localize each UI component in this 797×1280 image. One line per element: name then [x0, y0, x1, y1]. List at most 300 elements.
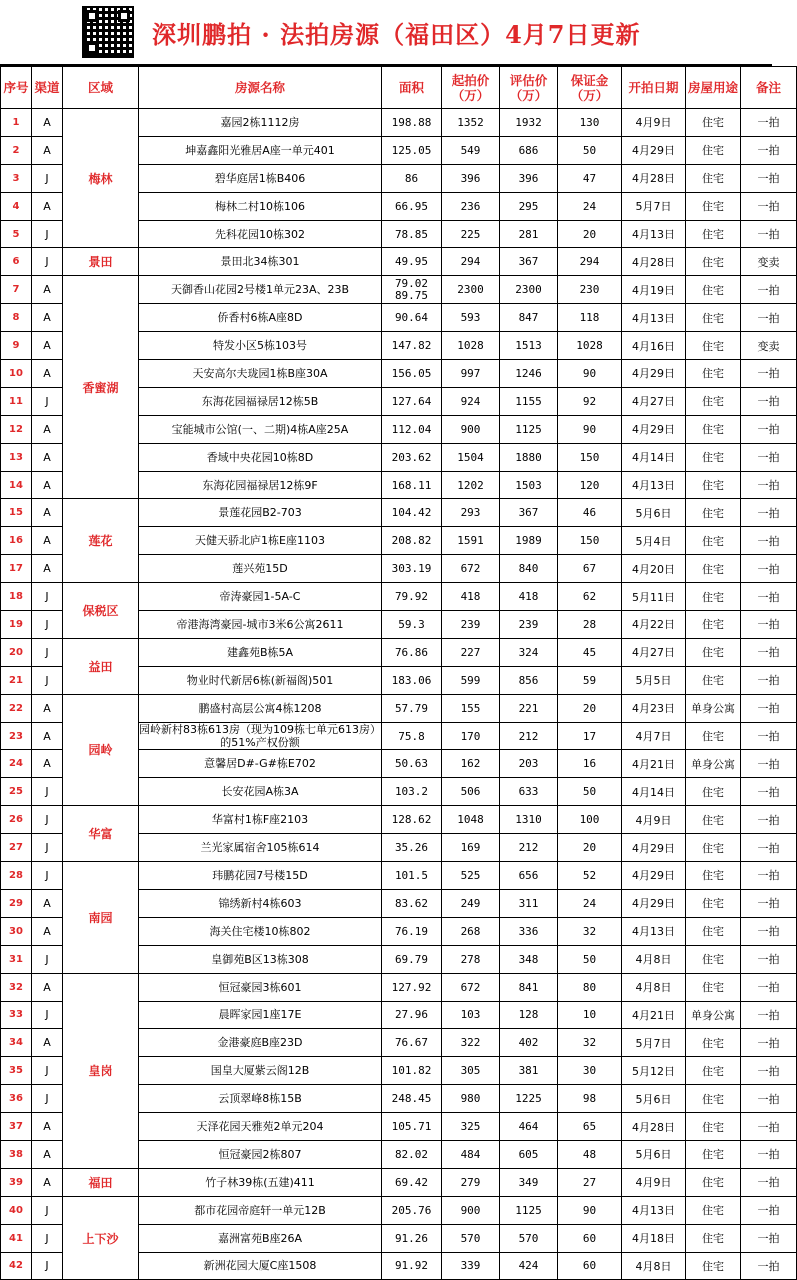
table-row — [1, 499, 797, 527]
row-size: 82.02 — [382, 1140, 442, 1168]
row-auction-date: 4月29日 — [622, 136, 686, 164]
row-size: 66.95 — [382, 192, 442, 220]
row-deposit: 60 — [558, 1252, 622, 1280]
row-note: 一拍 — [741, 555, 797, 583]
row-size: 69.42 — [382, 1168, 442, 1196]
row-start-price: 1202 — [442, 471, 500, 499]
row-size: 183.06 — [382, 666, 442, 694]
row-usage: 住宅 — [686, 555, 741, 583]
row-appraised-price: 1155 — [500, 387, 558, 415]
row-size: 128.62 — [382, 806, 442, 834]
row-size: 90.64 — [382, 304, 442, 332]
row-start-price: 225 — [442, 220, 500, 248]
row-start-price: 570 — [442, 1224, 500, 1252]
row-channel: J — [32, 583, 63, 611]
row-size: 156.05 — [382, 360, 442, 388]
row-usage: 单身公寓 — [686, 1001, 741, 1029]
row-size: 79.02 89.75 — [382, 276, 442, 304]
row-start-price: 672 — [442, 555, 500, 583]
row-start-price: 279 — [442, 1168, 500, 1196]
row-note: 一拍 — [741, 471, 797, 499]
row-usage: 住宅 — [686, 387, 741, 415]
row-note: 一拍 — [741, 1001, 797, 1029]
row-area: 莲花 — [63, 499, 139, 583]
row-note: 一拍 — [741, 750, 797, 778]
row-note: 一拍 — [741, 415, 797, 443]
row-usage: 住宅 — [686, 917, 741, 945]
row-start-price: 227 — [442, 638, 500, 666]
row-deposit: 32 — [558, 1029, 622, 1057]
row-index: 20 — [1, 638, 32, 666]
row-property-name: 锦绣新村4栋603 — [139, 889, 382, 917]
row-property-name: 海关住宅楼10栋802 — [139, 917, 382, 945]
row-appraised-price: 212 — [500, 834, 558, 862]
row-start-price: 293 — [442, 499, 500, 527]
row-auction-date: 4月20日 — [622, 555, 686, 583]
row-size: 101.5 — [382, 862, 442, 890]
table-row — [1, 109, 797, 137]
row-property-name: 宝能城市公馆(一、二期)4栋A座25A — [139, 415, 382, 443]
row-auction-date: 4月28日 — [622, 164, 686, 192]
row-appraised-price: 656 — [500, 862, 558, 890]
row-channel: J — [32, 862, 63, 890]
row-auction-date: 4月7日 — [622, 722, 686, 750]
row-deposit: 90 — [558, 415, 622, 443]
row-usage: 住宅 — [686, 1085, 741, 1113]
row-index: 9 — [1, 332, 32, 360]
row-start-price: 672 — [442, 973, 500, 1001]
row-channel: J — [32, 1085, 63, 1113]
row-index: 14 — [1, 471, 32, 499]
row-auction-date: 4月13日 — [622, 220, 686, 248]
row-start-price: 980 — [442, 1085, 500, 1113]
row-auction-date: 5月6日 — [622, 1085, 686, 1113]
row-size: 86 — [382, 164, 442, 192]
row-usage: 住宅 — [686, 889, 741, 917]
row-size: 76.67 — [382, 1029, 442, 1057]
row-channel: J — [32, 778, 63, 806]
row-auction-date: 5月7日 — [622, 192, 686, 220]
row-usage: 住宅 — [686, 666, 741, 694]
row-start-price: 396 — [442, 164, 500, 192]
row-size: 104.42 — [382, 499, 442, 527]
row-property-name: 恒冠豪园3栋601 — [139, 973, 382, 1001]
row-start-price: 525 — [442, 862, 500, 890]
row-note: 一拍 — [741, 1224, 797, 1252]
row-start-price: 1352 — [442, 109, 500, 137]
row-deposit: 24 — [558, 192, 622, 220]
row-note: 一拍 — [741, 220, 797, 248]
row-size: 76.86 — [382, 638, 442, 666]
row-usage: 住宅 — [686, 276, 741, 304]
row-index: 30 — [1, 917, 32, 945]
row-appraised-price: 1310 — [500, 806, 558, 834]
row-appraised-price: 1125 — [500, 415, 558, 443]
row-usage: 住宅 — [686, 443, 741, 471]
row-start-price: 1028 — [442, 332, 500, 360]
row-index: 10 — [1, 360, 32, 388]
row-size: 125.05 — [382, 136, 442, 164]
row-appraised-price: 295 — [500, 192, 558, 220]
row-property-name: 园岭新村83栋613房（现为109栋七单元613房）的51%产权份额 — [139, 723, 381, 750]
row-appraised-price: 686 — [500, 136, 558, 164]
row-note: 一拍 — [741, 109, 797, 137]
row-property-name: 长安花园A栋3A — [139, 778, 382, 806]
row-start-price: 162 — [442, 750, 500, 778]
row-auction-date: 4月16日 — [622, 332, 686, 360]
row-start-price: 484 — [442, 1140, 500, 1168]
row-property-name: 云顶翠峰8栋15B — [139, 1085, 382, 1113]
row-appraised-price: 396 — [500, 164, 558, 192]
row-area: 华富 — [63, 806, 139, 862]
row-channel: A — [32, 527, 63, 555]
row-area: 益田 — [63, 638, 139, 694]
row-usage: 住宅 — [686, 806, 741, 834]
row-property-name: 先科花园10栋302 — [139, 220, 382, 248]
row-index: 19 — [1, 611, 32, 639]
row-note: 一拍 — [741, 304, 797, 332]
row-index: 5 — [1, 220, 32, 248]
row-channel: A — [32, 415, 63, 443]
row-appraised-price: 1125 — [500, 1196, 558, 1224]
row-appraised-price: 348 — [500, 945, 558, 973]
row-index: 2 — [1, 136, 32, 164]
row-appraised-price: 349 — [500, 1168, 558, 1196]
row-start-price: 924 — [442, 387, 500, 415]
row-property-name: 帝港海湾豪园-城市3米6公寓2611 — [139, 611, 382, 639]
header-channel: 渠道 — [32, 67, 63, 109]
row-auction-date: 4月8日 — [622, 973, 686, 1001]
row-auction-date: 4月21日 — [622, 750, 686, 778]
row-auction-date: 4月29日 — [622, 834, 686, 862]
table-row — [1, 1168, 797, 1196]
row-index: 4 — [1, 192, 32, 220]
header-index: 序号 — [1, 67, 32, 109]
row-index: 41 — [1, 1224, 32, 1252]
row-auction-date: 4月23日 — [622, 694, 686, 722]
row-deposit: 17 — [558, 722, 622, 750]
row-start-price: 169 — [442, 834, 500, 862]
row-channel: J — [32, 1001, 63, 1029]
row-index: 32 — [1, 973, 32, 1001]
row-start-price: 2300 — [442, 276, 500, 304]
row-note: 一拍 — [741, 1196, 797, 1224]
row-usage: 住宅 — [686, 583, 741, 611]
row-deposit: 48 — [558, 1140, 622, 1168]
row-start-price: 294 — [442, 248, 500, 276]
row-index: 29 — [1, 889, 32, 917]
row-note: 一拍 — [741, 638, 797, 666]
row-appraised-price: 1503 — [500, 471, 558, 499]
row-appraised-price: 203 — [500, 750, 558, 778]
row-index: 1 — [1, 109, 32, 137]
row-area: 园岭 — [63, 694, 139, 806]
row-note: 一拍 — [741, 973, 797, 1001]
row-index: 28 — [1, 862, 32, 890]
row-appraised-price: 311 — [500, 889, 558, 917]
row-property-name: 华富村1栋F座2103 — [139, 806, 382, 834]
row-index: 22 — [1, 694, 32, 722]
row-size: 76.19 — [382, 917, 442, 945]
row-start-price: 997 — [442, 360, 500, 388]
row-channel: J — [32, 806, 63, 834]
row-deposit: 50 — [558, 945, 622, 973]
table-row — [1, 638, 797, 666]
row-usage: 住宅 — [686, 527, 741, 555]
row-index: 23 — [1, 722, 32, 750]
qr-code-icon — [82, 6, 134, 58]
table-row — [1, 973, 797, 1001]
row-size: 35.26 — [382, 834, 442, 862]
row-index: 38 — [1, 1140, 32, 1168]
row-note: 一拍 — [741, 136, 797, 164]
row-start-price: 1591 — [442, 527, 500, 555]
row-auction-date: 4月9日 — [622, 806, 686, 834]
row-auction-date: 4月27日 — [622, 638, 686, 666]
row-start-price: 249 — [442, 889, 500, 917]
row-auction-date: 4月28日 — [622, 248, 686, 276]
row-appraised-price: 841 — [500, 973, 558, 1001]
row-deposit: 1028 — [558, 332, 622, 360]
row-index: 27 — [1, 834, 32, 862]
row-note: 一拍 — [741, 1029, 797, 1057]
row-deposit: 67 — [558, 555, 622, 583]
row-property-name: 天安高尔夫珑园1栋B座30A — [139, 360, 382, 388]
row-property-name: 景莲花园B2-703 — [139, 499, 382, 527]
row-appraised-price: 1880 — [500, 443, 558, 471]
row-channel: A — [32, 332, 63, 360]
row-index: 39 — [1, 1168, 32, 1196]
row-usage: 住宅 — [686, 136, 741, 164]
row-usage: 住宅 — [686, 192, 741, 220]
row-auction-date: 4月13日 — [622, 1196, 686, 1224]
row-index: 3 — [1, 164, 32, 192]
row-note: 一拍 — [741, 443, 797, 471]
row-appraised-price: 2300 — [500, 276, 558, 304]
row-appraised-price: 605 — [500, 1140, 558, 1168]
row-channel: J — [32, 164, 63, 192]
row-channel: A — [32, 360, 63, 388]
row-usage: 住宅 — [686, 1252, 741, 1280]
row-index: 13 — [1, 443, 32, 471]
row-size: 78.85 — [382, 220, 442, 248]
row-usage: 住宅 — [686, 1029, 741, 1057]
row-channel: J — [32, 387, 63, 415]
row-usage: 住宅 — [686, 722, 741, 750]
row-appraised-price: 336 — [500, 917, 558, 945]
row-start-price: 506 — [442, 778, 500, 806]
row-note: 一拍 — [741, 192, 797, 220]
row-deposit: 150 — [558, 527, 622, 555]
row-area: 福田 — [63, 1168, 139, 1196]
row-usage: 住宅 — [686, 862, 741, 890]
row-size: 27.96 — [382, 1001, 442, 1029]
row-note: 变卖 — [741, 332, 797, 360]
row-note: 一拍 — [741, 1140, 797, 1168]
row-note: 一拍 — [741, 1168, 797, 1196]
row-note: 变卖 — [741, 248, 797, 276]
row-deposit: 32 — [558, 917, 622, 945]
row-deposit: 60 — [558, 1224, 622, 1252]
row-note: 一拍 — [741, 722, 797, 750]
row-channel: A — [32, 889, 63, 917]
row-auction-date: 5月5日 — [622, 666, 686, 694]
row-start-price: 305 — [442, 1057, 500, 1085]
row-channel: J — [32, 611, 63, 639]
header-appraised-price: 评估价（万） — [500, 67, 558, 109]
row-property-name: 特发小区5栋103号 — [139, 332, 382, 360]
row-channel: J — [32, 1057, 63, 1085]
row-note: 一拍 — [741, 387, 797, 415]
row-appraised-price: 1989 — [500, 527, 558, 555]
row-auction-date: 4月14日 — [622, 778, 686, 806]
row-start-price: 599 — [442, 666, 500, 694]
row-auction-date: 4月29日 — [622, 415, 686, 443]
row-size: 203.62 — [382, 443, 442, 471]
row-index: 40 — [1, 1196, 32, 1224]
row-start-price: 339 — [442, 1252, 500, 1280]
row-deposit: 30 — [558, 1057, 622, 1085]
row-index: 25 — [1, 778, 32, 806]
row-channel: A — [32, 1113, 63, 1141]
row-size: 303.19 — [382, 555, 442, 583]
row-deposit: 27 — [558, 1168, 622, 1196]
row-auction-date: 4月9日 — [622, 109, 686, 137]
row-usage: 住宅 — [686, 499, 741, 527]
row-usage: 住宅 — [686, 471, 741, 499]
row-deposit: 50 — [558, 136, 622, 164]
row-property-name: 兰光家属宿舍105栋614 — [139, 834, 382, 862]
row-index: 35 — [1, 1057, 32, 1085]
row-auction-date: 4月13日 — [622, 304, 686, 332]
row-note: 一拍 — [741, 889, 797, 917]
row-size: 75.8 — [382, 722, 442, 750]
row-start-price: 549 — [442, 136, 500, 164]
row-property-name: 国皇大厦紫云阁12B — [139, 1057, 382, 1085]
table-row — [1, 276, 797, 304]
row-appraised-price: 464 — [500, 1113, 558, 1141]
row-index: 34 — [1, 1029, 32, 1057]
row-index: 6 — [1, 248, 32, 276]
row-property-name: 香域中央花园10栋8D — [139, 443, 382, 471]
row-deposit: 24 — [558, 889, 622, 917]
row-channel: A — [32, 973, 63, 1001]
row-note: 一拍 — [741, 1057, 797, 1085]
row-deposit: 10 — [558, 1001, 622, 1029]
row-size: 198.88 — [382, 109, 442, 137]
row-auction-date: 5月7日 — [622, 1029, 686, 1057]
row-usage: 住宅 — [686, 1140, 741, 1168]
row-area: 皇岗 — [63, 973, 139, 1168]
row-property-name: 晨晖家园1座17E — [139, 1001, 382, 1029]
page-header — [0, 0, 772, 66]
row-property-name: 都市花园帝庭轩一单元12B — [139, 1196, 382, 1224]
row-start-price: 239 — [442, 611, 500, 639]
row-usage: 住宅 — [686, 611, 741, 639]
row-note: 一拍 — [741, 1113, 797, 1141]
row-channel: J — [32, 220, 63, 248]
row-channel: A — [32, 471, 63, 499]
row-index: 8 — [1, 304, 32, 332]
row-usage: 住宅 — [686, 638, 741, 666]
row-property-name: 东海花园福禄居12栋9F — [139, 471, 382, 499]
row-auction-date: 5月6日 — [622, 499, 686, 527]
row-index: 11 — [1, 387, 32, 415]
row-size: 112.04 — [382, 415, 442, 443]
row-property-name: 玮鹏花园7号楼15D — [139, 862, 382, 890]
row-size: 103.2 — [382, 778, 442, 806]
row-size: 50.63 — [382, 750, 442, 778]
row-deposit: 80 — [558, 973, 622, 1001]
row-note: 一拍 — [741, 666, 797, 694]
row-deposit: 45 — [558, 638, 622, 666]
row-area: 香蜜湖 — [63, 276, 139, 499]
row-property-name: 新洲花园大厦C座1508 — [139, 1252, 382, 1280]
row-deposit: 20 — [558, 694, 622, 722]
row-index: 17 — [1, 555, 32, 583]
row-note: 一拍 — [741, 806, 797, 834]
row-size: 79.92 — [382, 583, 442, 611]
row-start-price: 268 — [442, 917, 500, 945]
row-size: 248.45 — [382, 1085, 442, 1113]
row-start-price: 236 — [442, 192, 500, 220]
row-appraised-price: 418 — [500, 583, 558, 611]
row-auction-date: 4月29日 — [622, 889, 686, 917]
row-deposit: 46 — [558, 499, 622, 527]
row-channel: A — [32, 499, 63, 527]
row-property-name: 恒冠豪园2栋807 — [139, 1140, 382, 1168]
row-note: 一拍 — [741, 583, 797, 611]
row-appraised-price: 128 — [500, 1001, 558, 1029]
row-appraised-price: 212 — [500, 722, 558, 750]
header-start-price: 起拍价（万） — [442, 67, 500, 109]
row-size: 147.82 — [382, 332, 442, 360]
row-auction-date: 4月29日 — [622, 862, 686, 890]
row-property-name: 嘉洲富苑B座26A — [139, 1224, 382, 1252]
row-start-price: 1504 — [442, 443, 500, 471]
row-appraised-price: 847 — [500, 304, 558, 332]
row-property-name: 侨香村6栋A座8D — [139, 304, 382, 332]
row-usage: 住宅 — [686, 109, 741, 137]
row-property-name: 坤嘉鑫阳光雅居A座一单元401 — [139, 136, 382, 164]
row-usage: 住宅 — [686, 1168, 741, 1196]
row-note: 一拍 — [741, 499, 797, 527]
row-property-name: 莲兴苑15D — [139, 555, 382, 583]
row-start-price: 278 — [442, 945, 500, 973]
row-channel: A — [32, 694, 63, 722]
row-channel: J — [32, 666, 63, 694]
row-start-price: 322 — [442, 1029, 500, 1057]
row-size: 57.79 — [382, 694, 442, 722]
row-appraised-price: 221 — [500, 694, 558, 722]
row-start-price: 900 — [442, 415, 500, 443]
row-size: 83.62 — [382, 889, 442, 917]
row-start-price: 418 — [442, 583, 500, 611]
row-area: 梅林 — [63, 109, 139, 248]
row-property-name: 东海花园福禄居12栋5B — [139, 387, 382, 415]
row-index: 24 — [1, 750, 32, 778]
row-deposit: 20 — [558, 220, 622, 248]
row-auction-date: 5月6日 — [622, 1140, 686, 1168]
row-channel: A — [32, 917, 63, 945]
header-auction-date: 开拍日期 — [622, 67, 686, 109]
row-size: 208.82 — [382, 527, 442, 555]
table-row — [1, 862, 797, 890]
row-area: 景田 — [63, 248, 139, 276]
row-auction-date: 4月22日 — [622, 611, 686, 639]
row-auction-date: 4月8日 — [622, 945, 686, 973]
row-deposit: 16 — [558, 750, 622, 778]
